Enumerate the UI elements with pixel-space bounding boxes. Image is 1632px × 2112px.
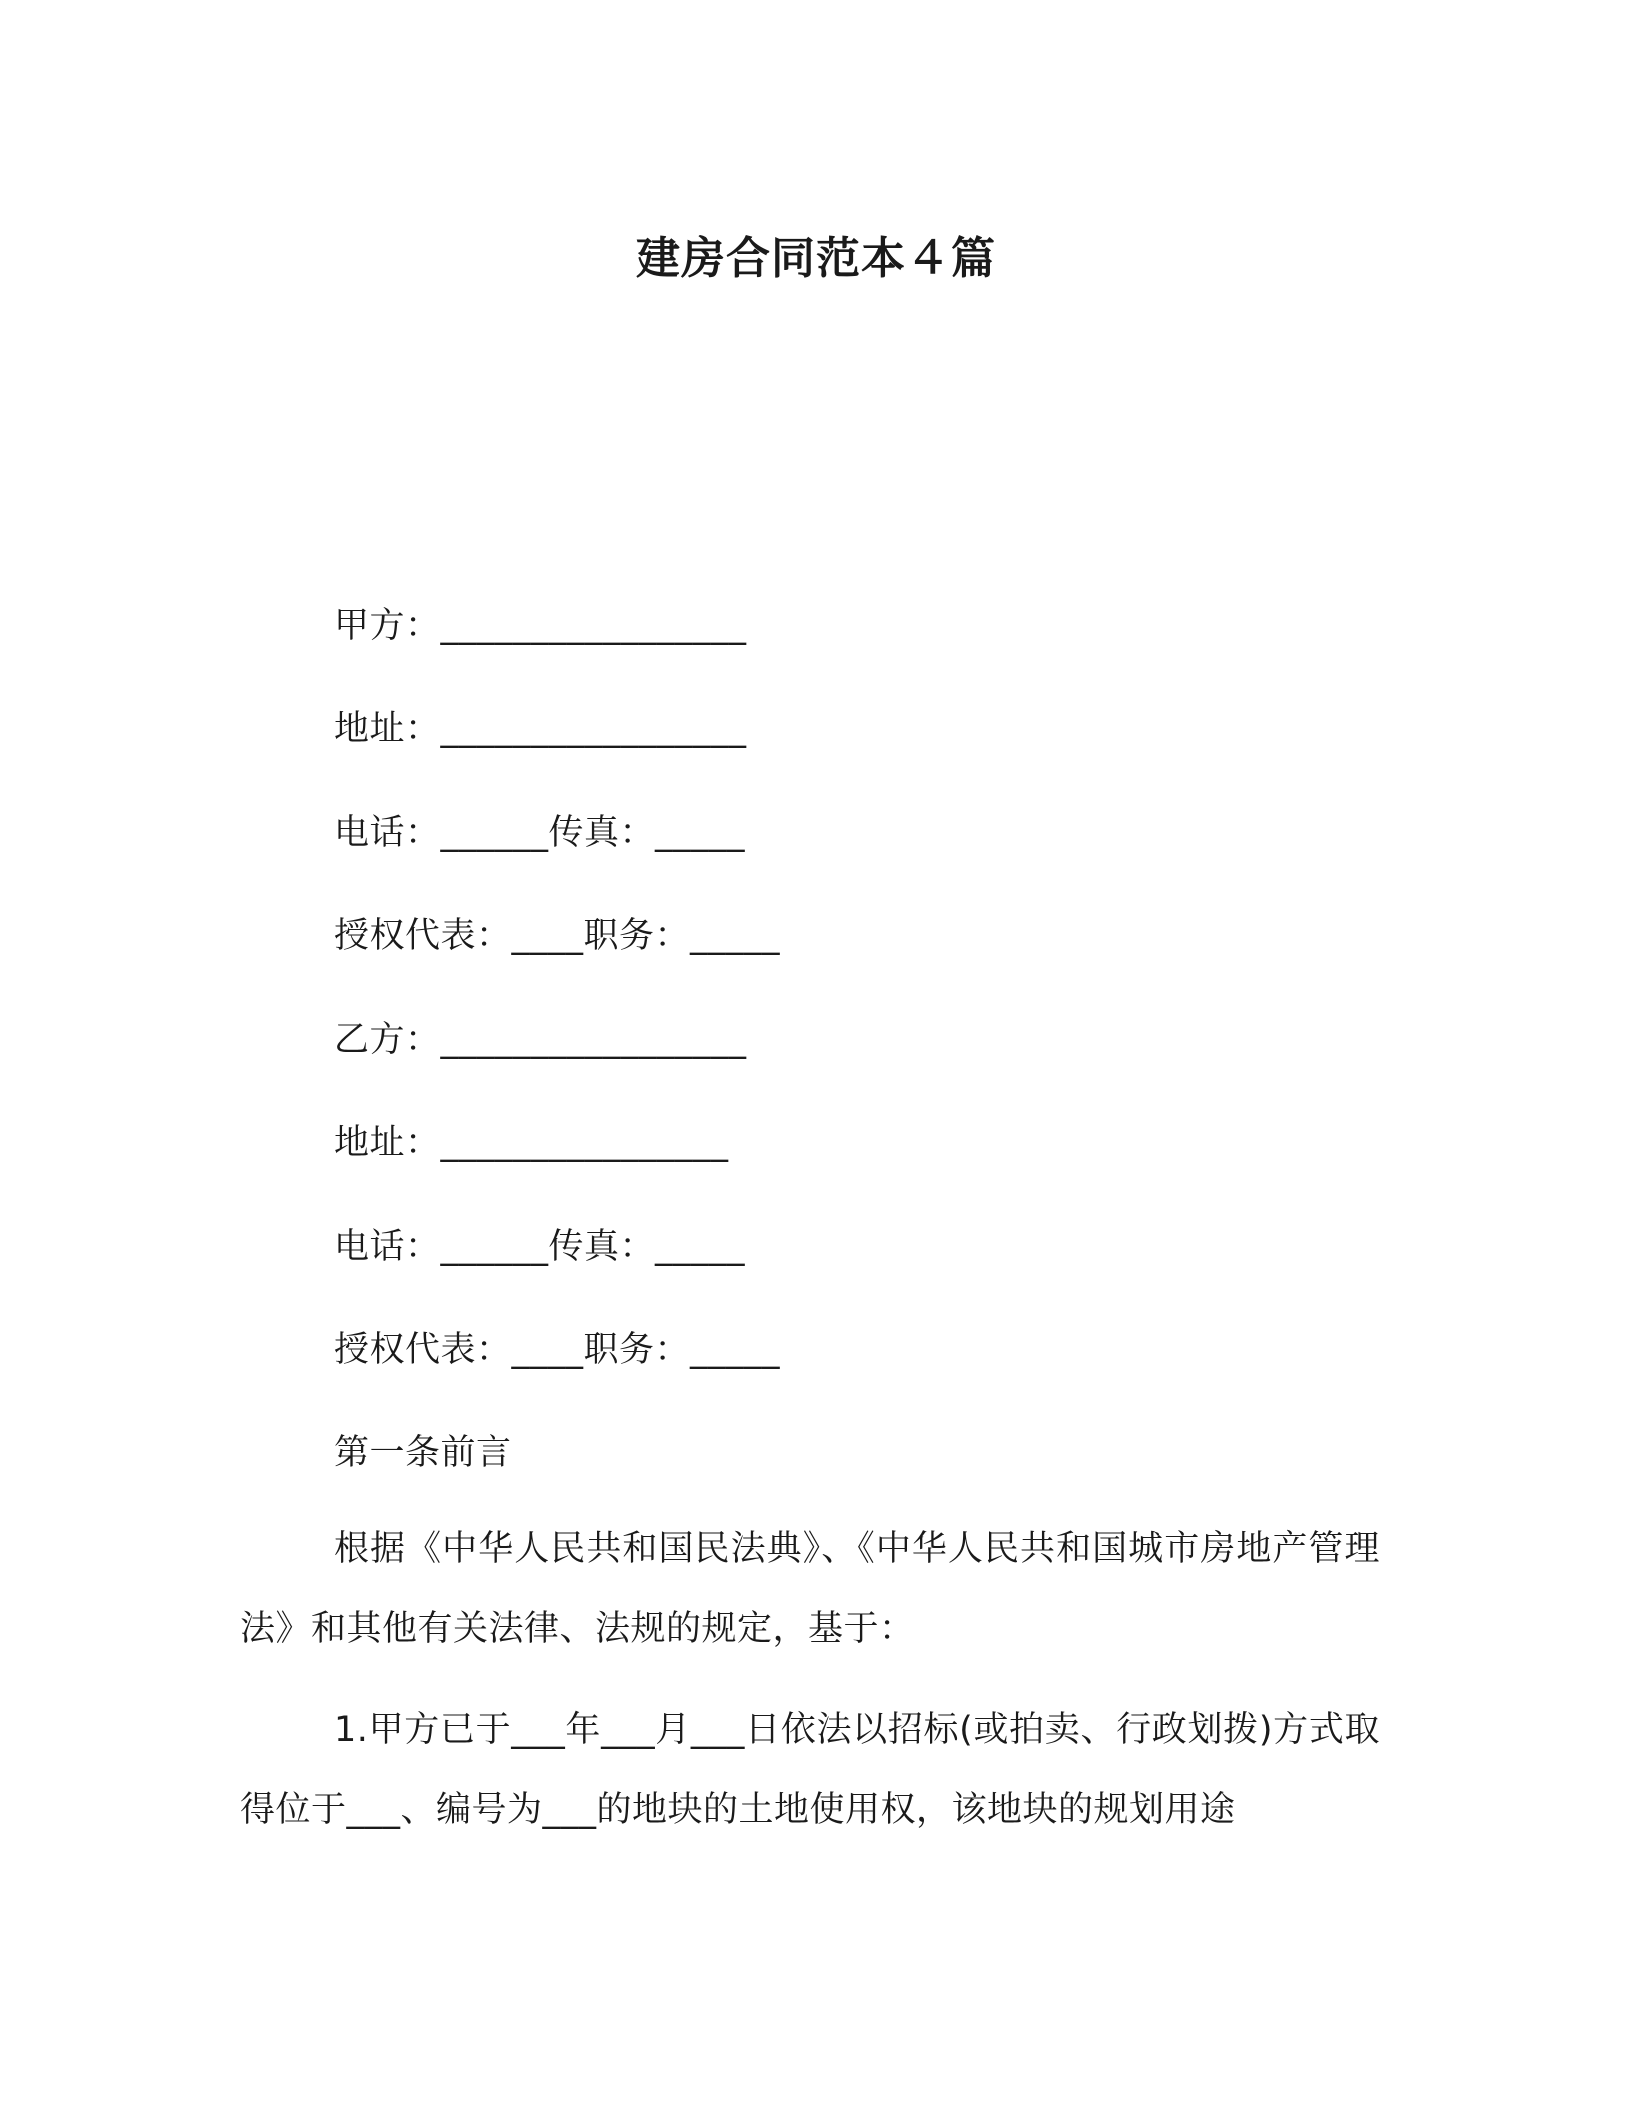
paragraph-legal-basis: 根据《中华人民共和国民法典》、《中华人民共和国城市房地产管理法》和其他有关法律、法规的规定，基于： (240, 1529, 1380, 1649)
party-a-address-line: 地址：_________________ (334, 709, 747, 749)
paragraph-land-use-right: 1.甲方已于___年___月___日依法以招标(或拍卖、行政划拨)方式取得位于___、编号为___的地块的土地使用权，该地块的规划用途 (240, 1710, 1380, 1830)
party-a-representative-line: 授权代表：____职务：_____ (334, 916, 781, 956)
party-b-address-line: 地址：________________ (334, 1123, 729, 1163)
document-title: 建房合同范本４篇 (636, 233, 996, 284)
article-one-heading: 第一条前言 (334, 1433, 512, 1473)
party-a-contact-line: 电话：______传真：_____ (334, 813, 746, 853)
party-b-name-line: 乙方：_________________ (334, 1020, 747, 1060)
party-b-representative-line: 授权代表：____职务：_____ (334, 1330, 781, 1370)
party-b-contact-line: 电话：______传真：_____ (334, 1227, 746, 1267)
party-a-name-line: 甲方：_________________ (334, 606, 747, 646)
